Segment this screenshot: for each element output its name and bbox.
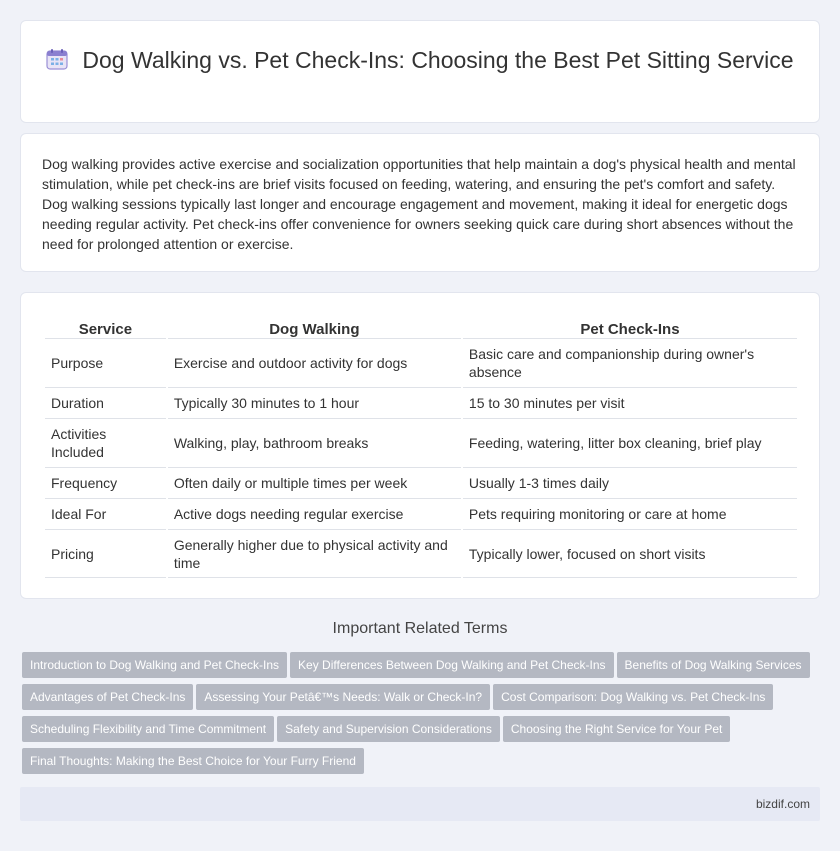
related-term-tag[interactable]: Safety and Supervision Considerations [277,716,500,742]
table-row [45,499,797,530]
tag-row [22,652,822,684]
header-pet-check-ins: Pet Check-Ins [463,315,797,339]
row-label: Pricing [45,530,166,578]
row-label: Frequency [45,468,166,499]
dog-walking-cell: Active dogs needing regular exercise [168,499,461,530]
related-term-tag[interactable]: Cost Comparison: Dog Walking vs. Pet Check-Ins [493,684,773,710]
row-label: Purpose [45,339,166,388]
table-row [45,339,797,388]
footer-site-link[interactable]: bizdif.com [755,797,810,811]
header-service: Service [45,315,166,339]
table-row [45,419,797,468]
related-term-tag[interactable]: Benefits of Dog Walking Services [617,652,810,678]
page-title: Dog Walking vs. Pet Check-Ins: Choosing the Best Pet Sitting Service [82,47,794,73]
pet-check-ins-cell: Usually 1-3 times daily [463,468,797,499]
table-row [45,468,797,499]
related-term-tag[interactable]: Assessing Your Petâ€™s Needs: Walk or Check-In? [196,684,490,710]
related-terms-heading: Important Related Terms [332,620,508,637]
row-label: Duration [45,388,166,419]
table-row [45,530,797,578]
row-label: Activities Included [45,419,166,468]
pet-check-ins-cell: Typically lower, focused on short visits [463,530,797,578]
tag-row [22,716,822,748]
calendar-icon [46,48,68,70]
row-label: Ideal For [45,499,166,530]
tag-row [22,748,822,780]
pet-check-ins-cell: Basic care and companionship during owner's absence [463,339,797,388]
page-title-wrap [21,46,819,75]
table-row [45,388,797,419]
tag-row [22,684,822,716]
dog-walking-cell: Walking, play, bathroom breaks [168,419,461,468]
dog-walking-cell: Often daily or multiple times per week [168,468,461,499]
table-header-row [45,315,797,339]
comparison-table-card [20,292,820,599]
pet-check-ins-cell: Feeding, watering, litter box cleaning, brief play [463,419,797,468]
intro-paragraph: Dog walking provides active exercise and socialization opportunities that help maintain a dog's physical health and mental stimulation, while pet check-ins are brief visits focused on feeding, watering, and ensuring the pet's comfort and safety. Dog walking sessions typically last longer and encourage engagement and movement, making it ideal for energetic dogs needing regular activity. Pet check-ins offer convenience for owners seeking quick care during short absences without the need for prolonged attention or exercise. [42,156,796,252]
related-term-tag[interactable]: Choosing the Right Service for Your Pet [503,716,730,742]
related-term-tag[interactable]: Introduction to Dog Walking and Pet Check-Ins [22,652,287,678]
related-term-tag[interactable]: Final Thoughts: Making the Best Choice for Your Furry Friend [22,748,364,774]
pet-check-ins-cell: 15 to 30 minutes per visit [463,388,797,419]
related-term-tag[interactable]: Scheduling Flexibility and Time Commitment [22,716,274,742]
related-term-tag[interactable]: Key Differences Between Dog Walking and Pet Check-Ins [290,652,614,678]
dog-walking-cell: Typically 30 minutes to 1 hour [168,388,461,419]
pet-check-ins-cell: Pets requiring monitoring or care at home [463,499,797,530]
related-terms-list [22,652,822,780]
title-card [20,20,820,123]
intro-card [20,133,820,272]
dog-walking-cell: Exercise and outdoor activity for dogs [168,339,461,388]
dog-walking-cell: Generally higher due to physical activity and time [168,530,461,578]
comparison-table [43,315,799,578]
related-term-tag[interactable]: Advantages of Pet Check-Ins [22,684,193,710]
footer [20,787,820,821]
header-dog-walking: Dog Walking [168,315,461,339]
